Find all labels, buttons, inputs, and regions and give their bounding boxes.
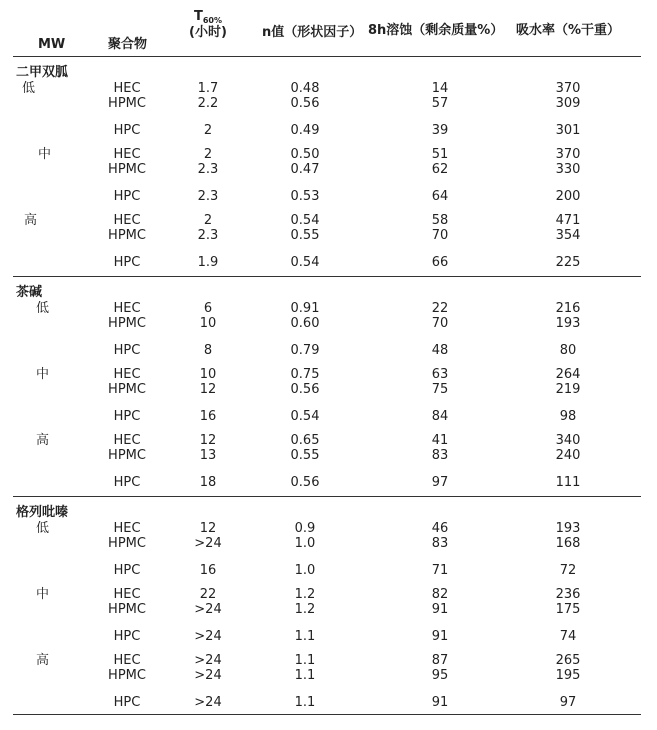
polymer-cell: HEC bbox=[113, 433, 141, 448]
t60-cell: 2.3 bbox=[197, 189, 219, 204]
mw-level-label: 低 bbox=[36, 301, 50, 316]
water-absorption-cell: 72 bbox=[559, 563, 577, 578]
mw-level-label: 高 bbox=[36, 653, 50, 668]
n-value-cell: 0.56 bbox=[290, 475, 320, 490]
water-absorption-cell: 264 bbox=[555, 367, 581, 382]
n-value-cell: 0.75 bbox=[290, 367, 320, 382]
drug-group-label: 茶碱 bbox=[16, 285, 43, 300]
erosion-cell: 48 bbox=[431, 343, 449, 358]
drug-group-label: 格列吡嗪 bbox=[16, 505, 69, 520]
n-value-cell: 0.60 bbox=[290, 316, 320, 331]
erosion-cell: 87 bbox=[431, 653, 449, 668]
n-value-cell: 0.91 bbox=[290, 301, 320, 316]
erosion-cell: 71 bbox=[431, 563, 449, 578]
polymer-cell: HPMC bbox=[108, 536, 146, 551]
erosion-cell: 51 bbox=[431, 147, 449, 162]
erosion-cell: 22 bbox=[431, 301, 449, 316]
polymer-cell: HPC bbox=[113, 409, 141, 424]
water-absorption-cell: 97 bbox=[559, 695, 577, 710]
water-absorption-cell: 219 bbox=[555, 382, 581, 397]
polymer-cell: HPMC bbox=[108, 668, 146, 683]
mw-level-label: 中 bbox=[36, 367, 50, 382]
n-value-cell: 0.56 bbox=[290, 96, 320, 111]
polymer-cell: HPC bbox=[113, 189, 141, 204]
header-water-absorption: 吸水率（%干重） bbox=[516, 23, 621, 38]
water-absorption-cell: 193 bbox=[555, 316, 581, 331]
mw-level-label: 高 bbox=[36, 433, 50, 448]
erosion-cell: 39 bbox=[431, 123, 449, 138]
header-n-value: n值（形状因子） bbox=[262, 25, 363, 40]
water-absorption-cell: 111 bbox=[555, 475, 581, 490]
t60-cell: 6 bbox=[203, 301, 213, 316]
t60-cell: >24 bbox=[194, 695, 222, 710]
polymer-cell: HPMC bbox=[108, 162, 146, 177]
n-value-cell: 1.1 bbox=[294, 668, 316, 683]
t60-cell: 12 bbox=[199, 382, 217, 397]
mw-level-label: 中 bbox=[38, 147, 52, 162]
polymer-cell: HPC bbox=[113, 563, 141, 578]
drug-group-label: 二甲双胍 bbox=[16, 65, 69, 80]
erosion-cell: 57 bbox=[431, 96, 449, 111]
t60-cell: >24 bbox=[194, 602, 222, 617]
water-absorption-cell: 80 bbox=[559, 343, 577, 358]
erosion-cell: 58 bbox=[431, 213, 449, 228]
t60-cell: 12 bbox=[199, 521, 217, 536]
erosion-cell: 41 bbox=[431, 433, 449, 448]
erosion-cell: 95 bbox=[431, 668, 449, 683]
water-absorption-cell: 265 bbox=[555, 653, 581, 668]
erosion-cell: 70 bbox=[431, 316, 449, 331]
erosion-cell: 66 bbox=[431, 255, 449, 270]
polymer-cell: HEC bbox=[113, 587, 141, 602]
water-absorption-cell: 354 bbox=[555, 228, 581, 243]
polymer-cell: HPC bbox=[113, 629, 141, 644]
n-value-cell: 0.79 bbox=[290, 343, 320, 358]
n-value-cell: 0.55 bbox=[290, 228, 320, 243]
water-absorption-cell: 225 bbox=[555, 255, 581, 270]
polymer-cell: HPC bbox=[113, 343, 141, 358]
t60-cell: 2.3 bbox=[197, 228, 219, 243]
t60-cell: 18 bbox=[199, 475, 217, 490]
group-rule-2 bbox=[13, 496, 641, 497]
header-mw: MW bbox=[38, 37, 66, 52]
water-absorption-cell: 175 bbox=[555, 602, 581, 617]
header-t60 bbox=[189, 9, 227, 40]
water-absorption-cell: 370 bbox=[555, 147, 581, 162]
water-absorption-cell: 195 bbox=[555, 668, 581, 683]
t60-cell: >24 bbox=[194, 653, 222, 668]
n-value-cell: 0.47 bbox=[290, 162, 320, 177]
water-absorption-cell: 168 bbox=[555, 536, 581, 551]
erosion-cell: 97 bbox=[431, 475, 449, 490]
t60-cell: 2.3 bbox=[197, 162, 219, 177]
water-absorption-cell: 216 bbox=[555, 301, 581, 316]
water-absorption-cell: 330 bbox=[555, 162, 581, 177]
header-erosion: 8h溶蚀（剩余质量%） bbox=[368, 23, 504, 38]
n-value-cell: 1.2 bbox=[294, 587, 316, 602]
erosion-cell: 82 bbox=[431, 587, 449, 602]
erosion-cell: 91 bbox=[431, 602, 449, 617]
polymer-cell: HEC bbox=[113, 213, 141, 228]
erosion-cell: 62 bbox=[431, 162, 449, 177]
n-value-cell: 0.54 bbox=[290, 213, 320, 228]
polymer-cell: HEC bbox=[113, 81, 141, 96]
n-value-cell: 0.49 bbox=[290, 123, 320, 138]
n-value-cell: 0.65 bbox=[290, 433, 320, 448]
mw-level-label: 高 bbox=[24, 213, 38, 228]
polymer-cell: HPC bbox=[113, 123, 141, 138]
water-absorption-cell: 236 bbox=[555, 587, 581, 602]
n-value-cell: 0.56 bbox=[290, 382, 320, 397]
t60-cell: 16 bbox=[199, 409, 217, 424]
water-absorption-cell: 193 bbox=[555, 521, 581, 536]
erosion-cell: 70 bbox=[431, 228, 449, 243]
water-absorption-cell: 471 bbox=[555, 213, 581, 228]
erosion-cell: 83 bbox=[431, 448, 449, 463]
n-value-cell: 1.1 bbox=[294, 653, 316, 668]
header-t60-subscript: 60% bbox=[202, 16, 223, 25]
water-absorption-cell: 301 bbox=[555, 123, 581, 138]
t60-cell: >24 bbox=[194, 536, 222, 551]
n-value-cell: 1.2 bbox=[294, 602, 316, 617]
water-absorption-cell: 200 bbox=[555, 189, 581, 204]
t60-cell: 8 bbox=[203, 343, 213, 358]
polymer-cell: HPMC bbox=[108, 96, 146, 111]
mw-level-label: 中 bbox=[36, 587, 50, 602]
erosion-cell: 75 bbox=[431, 382, 449, 397]
t60-cell: 2 bbox=[203, 213, 213, 228]
t60-cell: 22 bbox=[199, 587, 217, 602]
polymer-cell: HEC bbox=[113, 367, 141, 382]
erosion-cell: 91 bbox=[431, 629, 449, 644]
erosion-cell: 63 bbox=[431, 367, 449, 382]
n-value-cell: 1.1 bbox=[294, 695, 316, 710]
t60-cell: 16 bbox=[199, 563, 217, 578]
n-value-cell: 0.50 bbox=[290, 147, 320, 162]
erosion-cell: 14 bbox=[431, 81, 449, 96]
polymer-cell: HPMC bbox=[108, 602, 146, 617]
t60-cell: 2.2 bbox=[197, 96, 219, 111]
t60-cell: 10 bbox=[199, 316, 217, 331]
t60-cell: 1.9 bbox=[197, 255, 219, 270]
n-value-cell: 1.0 bbox=[294, 563, 316, 578]
polymer-cell: HPC bbox=[113, 255, 141, 270]
mw-level-label: 低 bbox=[22, 81, 36, 96]
water-absorption-cell: 98 bbox=[559, 409, 577, 424]
n-value-cell: 0.54 bbox=[290, 255, 320, 270]
n-value-cell: 0.54 bbox=[290, 409, 320, 424]
t60-cell: 2 bbox=[203, 123, 213, 138]
table-bottom-rule bbox=[13, 714, 641, 715]
polymer-cell: HPMC bbox=[108, 448, 146, 463]
header-polymer: 聚合物 bbox=[108, 37, 148, 52]
t60-cell: >24 bbox=[194, 629, 222, 644]
group-rule-1 bbox=[13, 276, 641, 277]
water-absorption-cell: 340 bbox=[555, 433, 581, 448]
n-value-cell: 0.55 bbox=[290, 448, 320, 463]
header-rule bbox=[13, 56, 641, 57]
water-absorption-cell: 309 bbox=[555, 96, 581, 111]
mw-level-label: 低 bbox=[36, 521, 50, 536]
polymer-cell: HPC bbox=[113, 475, 141, 490]
erosion-cell: 83 bbox=[431, 536, 449, 551]
header-t60-main: T bbox=[193, 9, 203, 24]
t60-cell: >24 bbox=[194, 668, 222, 683]
polymer-cell: HPMC bbox=[108, 382, 146, 397]
polymer-cell: HEC bbox=[113, 147, 141, 162]
t60-cell: 2 bbox=[203, 147, 213, 162]
n-value-cell: 1.0 bbox=[294, 536, 316, 551]
polymer-cell: HPC bbox=[113, 695, 141, 710]
n-value-cell: 0.48 bbox=[290, 81, 320, 96]
polymer-cell: HEC bbox=[113, 653, 141, 668]
erosion-cell: 91 bbox=[431, 695, 449, 710]
n-value-cell: 0.9 bbox=[294, 521, 316, 536]
polymer-cell: HPMC bbox=[108, 228, 146, 243]
t60-cell: 1.7 bbox=[197, 81, 219, 96]
water-absorption-cell: 370 bbox=[555, 81, 581, 96]
n-value-cell: 1.1 bbox=[294, 629, 316, 644]
polymer-cell: HEC bbox=[113, 521, 141, 536]
water-absorption-cell: 240 bbox=[555, 448, 581, 463]
polymer-cell: HPMC bbox=[108, 316, 146, 331]
header-t60-unit: (小时) bbox=[189, 25, 227, 40]
erosion-cell: 84 bbox=[431, 409, 449, 424]
t60-cell: 13 bbox=[199, 448, 217, 463]
n-value-cell: 0.53 bbox=[290, 189, 320, 204]
erosion-cell: 64 bbox=[431, 189, 449, 204]
erosion-cell: 46 bbox=[431, 521, 449, 536]
t60-cell: 10 bbox=[199, 367, 217, 382]
t60-cell: 12 bbox=[199, 433, 217, 448]
polymer-cell: HEC bbox=[113, 301, 141, 316]
water-absorption-cell: 74 bbox=[559, 629, 577, 644]
